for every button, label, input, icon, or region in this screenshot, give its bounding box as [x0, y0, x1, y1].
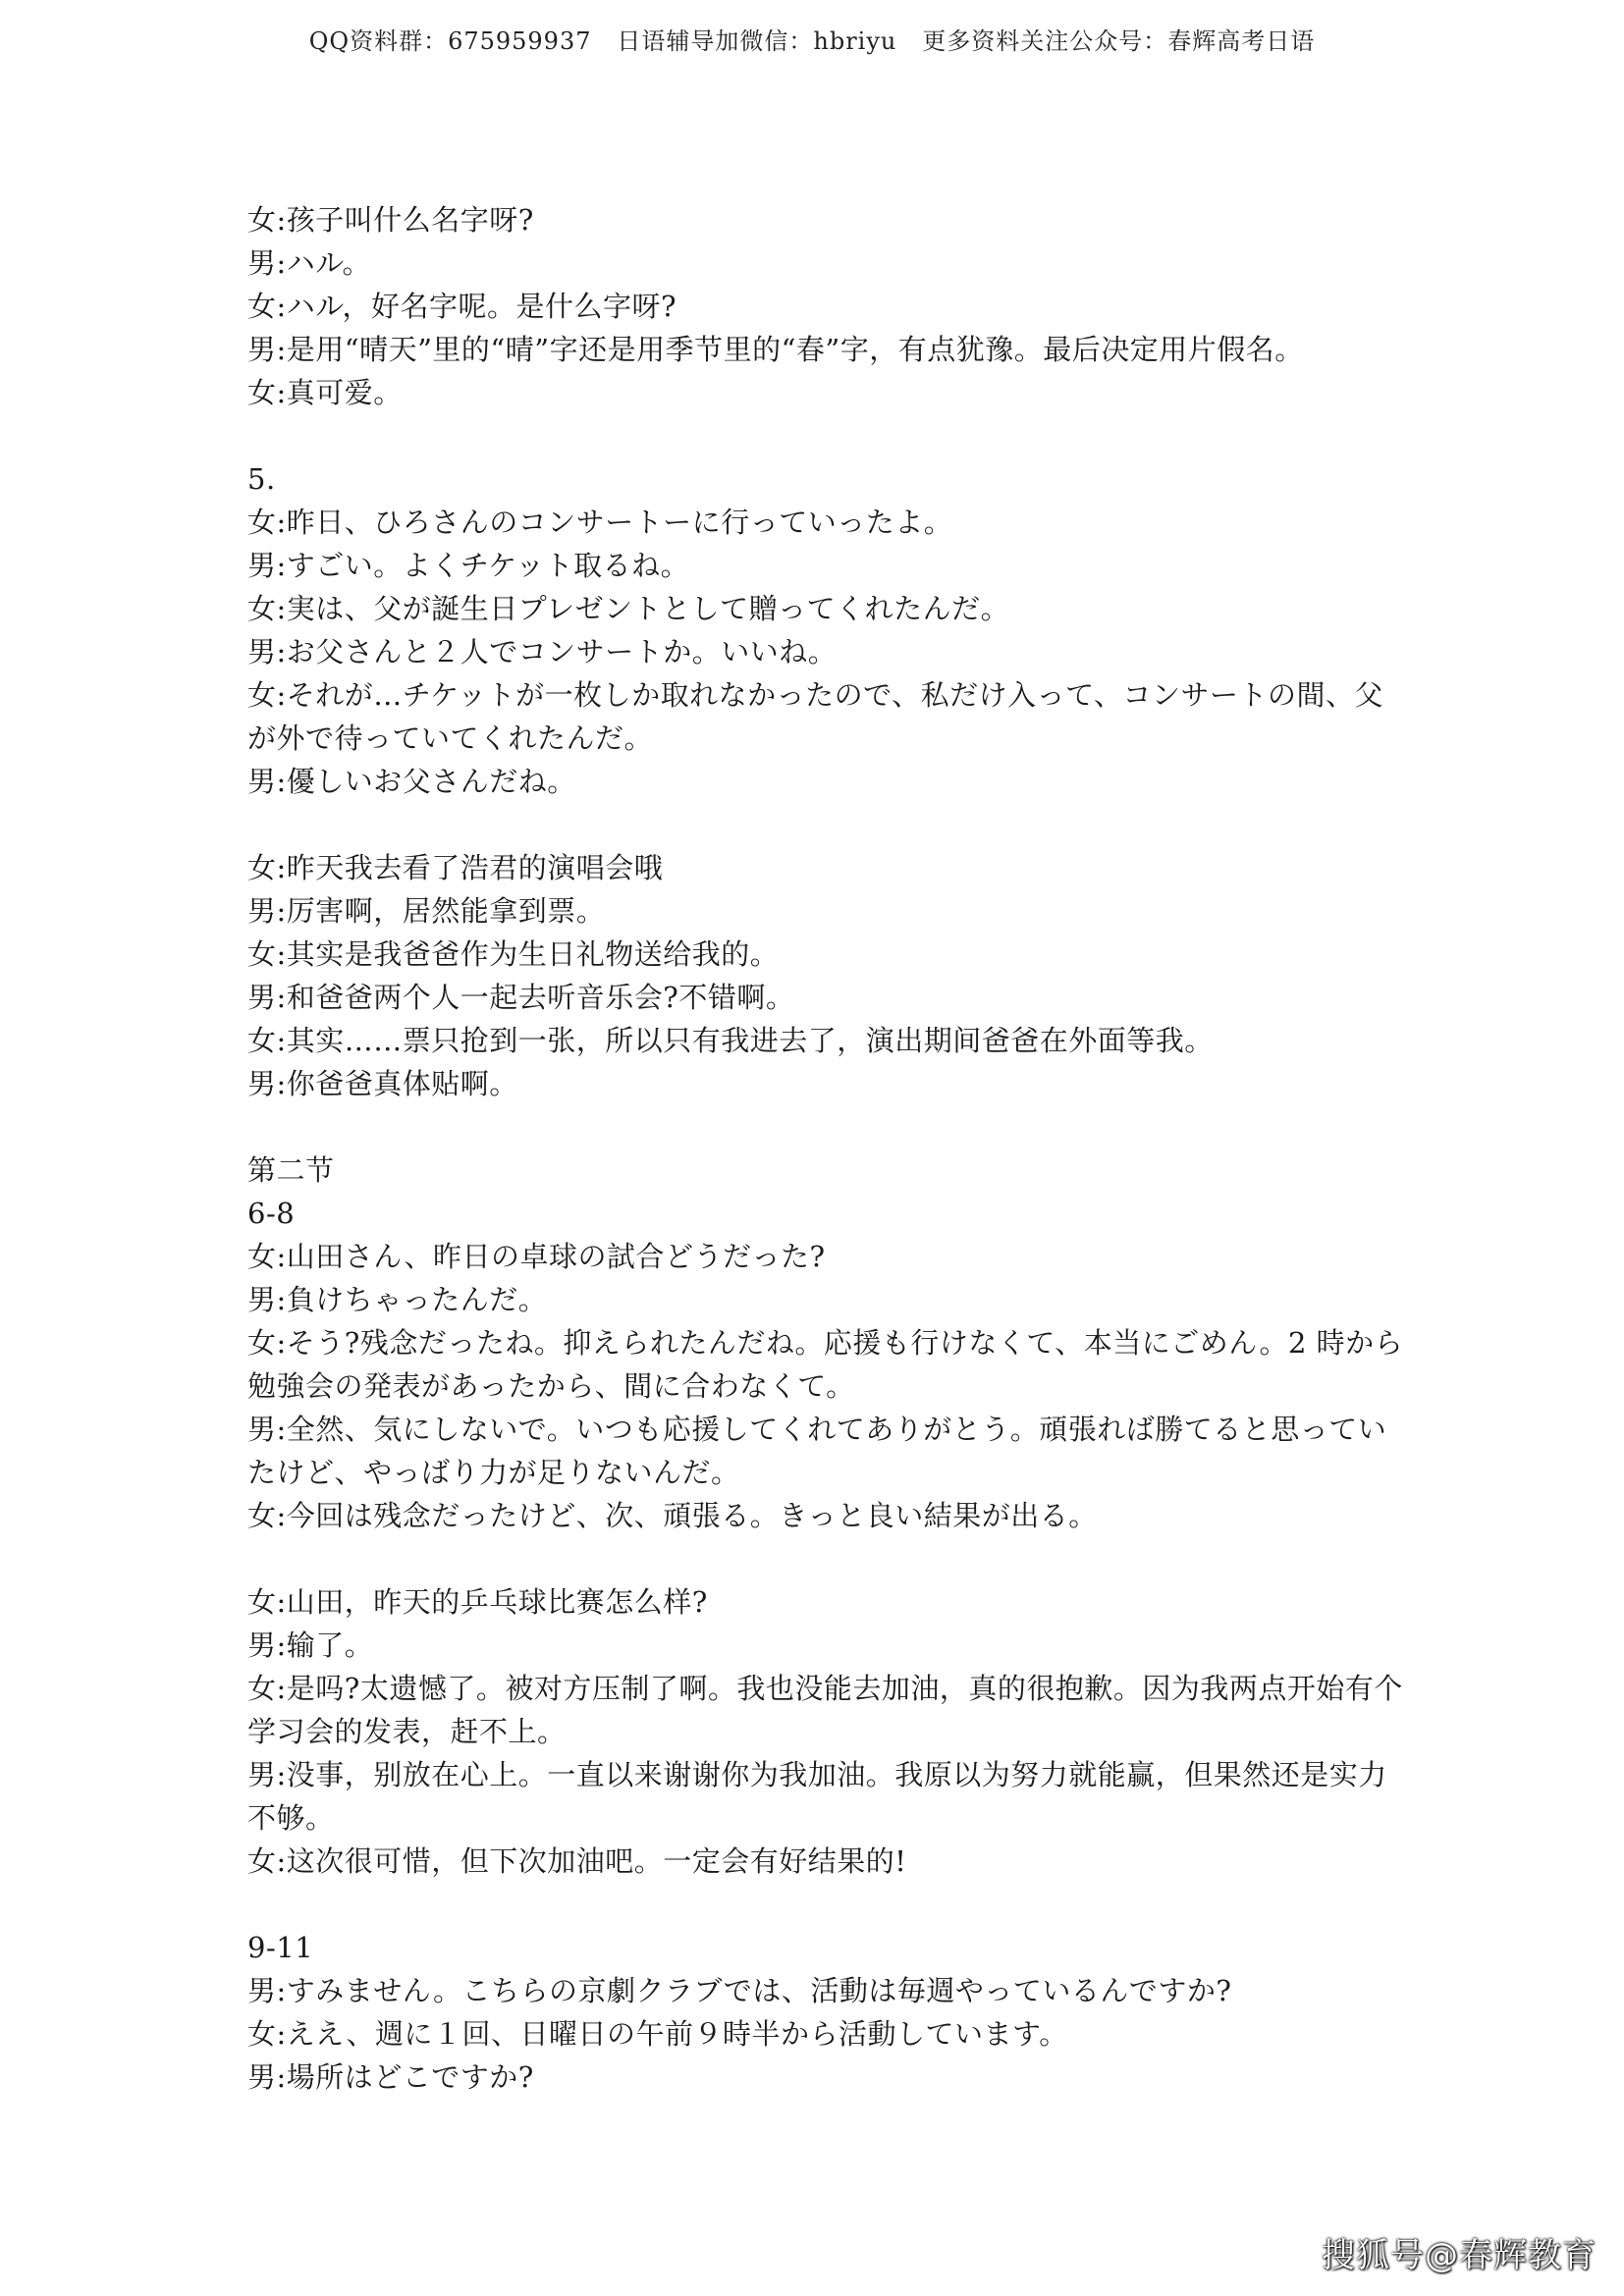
text-line: 女:其实是我爸爸作为生日礼物送给我的。: [247, 937, 780, 971]
document-body: [247, 198, 1406, 2099]
text-line: 男:すみません。こちらの京劇クラブでは、活動は毎週やっているんですか?: [247, 1974, 1232, 2007]
blank-line: [247, 414, 1406, 457]
text-line: 男:お父さんと２人でコンサートか。いいね。: [247, 635, 838, 668]
text-line: 女:是吗?太遗憾了。被对方压制了啊。我也没能去加油，真的很抱歉。因为我两点开始有个: [247, 1672, 1403, 1705]
text-line: 女:孩子叫什么名字呀?: [247, 203, 534, 237]
text-line: 9-11: [247, 1931, 314, 1964]
text-line: 女:実は、父が誕生日プレゼントとして贈ってくれたんだ。: [247, 592, 1010, 625]
text-line: 女:这次很可惜，但下次加油吧。一定会有好结果的!: [247, 1844, 907, 1878]
text-line: 男:ハル。: [247, 246, 371, 280]
blank-line: [247, 803, 1406, 846]
text-line: 女:山田，昨天的乒乓球比赛怎么样?: [247, 1585, 708, 1619]
blank-line: [247, 1883, 1406, 1926]
text-line: 男:場所はどこですか?: [247, 2060, 534, 2094]
text-line: 男:負けちゃったんだ。: [247, 1283, 548, 1316]
text-line: 女:そう?残念だったね。抑えられたんだね。応援も行けなくて、本当にごめん。2 時から: [247, 1326, 1404, 1360]
blank-line: [247, 1537, 1406, 1580]
text-line: 勉強会の発表があったから、間に合わなくて。: [247, 1369, 855, 1403]
text-line: 女:今回は残念だったけど、次、頑張る。きっと良い結果が出る。: [247, 1499, 1098, 1532]
watermark: 搜狐号@春辉教育: [1322, 2236, 1597, 2275]
text-line: 5.: [247, 462, 276, 496]
text-line: が外で待っていてくれたんだ。: [247, 721, 654, 755]
page-header: QQ资料群：675959937 日语辅导加微信：hbriyu 更多资料关注公众号：春辉高考日语: [308, 27, 1316, 55]
text-line: 女:ええ、週に１回、日曜日の午前９時半から活動しています。: [247, 2017, 1068, 2051]
text-line: 男:和爸爸两个人一起去听音乐会?不错啊。: [247, 981, 795, 1014]
text-line: 男:是用“晴天”里的“晴”字还是用季节里的“春”字，有点犹豫。最后决定用片假名。: [247, 333, 1304, 366]
text-line: 女:昨天我去看了浩君的演唱会哦: [247, 851, 664, 884]
text-line: 女:それが…チケットが一枚しか取れなかったので、私だけ入って、コンサートの間、父: [247, 678, 1384, 712]
text-line: 6-8: [247, 1197, 296, 1230]
text-line: 女:真可爱。: [247, 376, 403, 409]
text-line: 男:输了。: [247, 1629, 374, 1662]
blank-line: [247, 1105, 1406, 1148]
text-line: 男:没事，别放在心上。一直以来谢谢你为我加油。我原以为努力就能赢，但果然还是实力: [247, 1758, 1387, 1791]
text-line: 女:山田さん、昨日の卓球の試合どうだった?: [247, 1240, 826, 1273]
text-line: 男:優しいお父さんだね。: [247, 765, 576, 798]
text-line: 不够。: [247, 1801, 335, 1835]
text-line: 第二节: [247, 1153, 335, 1187]
text-line: たけど、やっばり力が足りないんだ。: [247, 1456, 740, 1489]
text-line: 学习会的发表，赶不上。: [247, 1715, 567, 1748]
text-line: 男:你爸爸真体贴啊。: [247, 1067, 518, 1100]
text-line: 女:ハル，好名字呢。是什么字呀?: [247, 290, 677, 323]
text-line: 女:昨日、ひろさんのコンサートーに行っていったよ。: [247, 506, 953, 539]
text-line: 女:其实……票只抢到一张，所以只有我进去了，演出期间爸爸在外面等我。: [247, 1024, 1214, 1057]
text-line: 男:すごい。よくチケット取るね。: [247, 549, 690, 582]
text-line: 男:全然、気にしないで。いつも応援してくれてありがとう。頑張れば勝てると思ってい: [247, 1413, 1387, 1446]
text-line: 男:厉害啊，居然能拿到票。: [247, 894, 606, 928]
